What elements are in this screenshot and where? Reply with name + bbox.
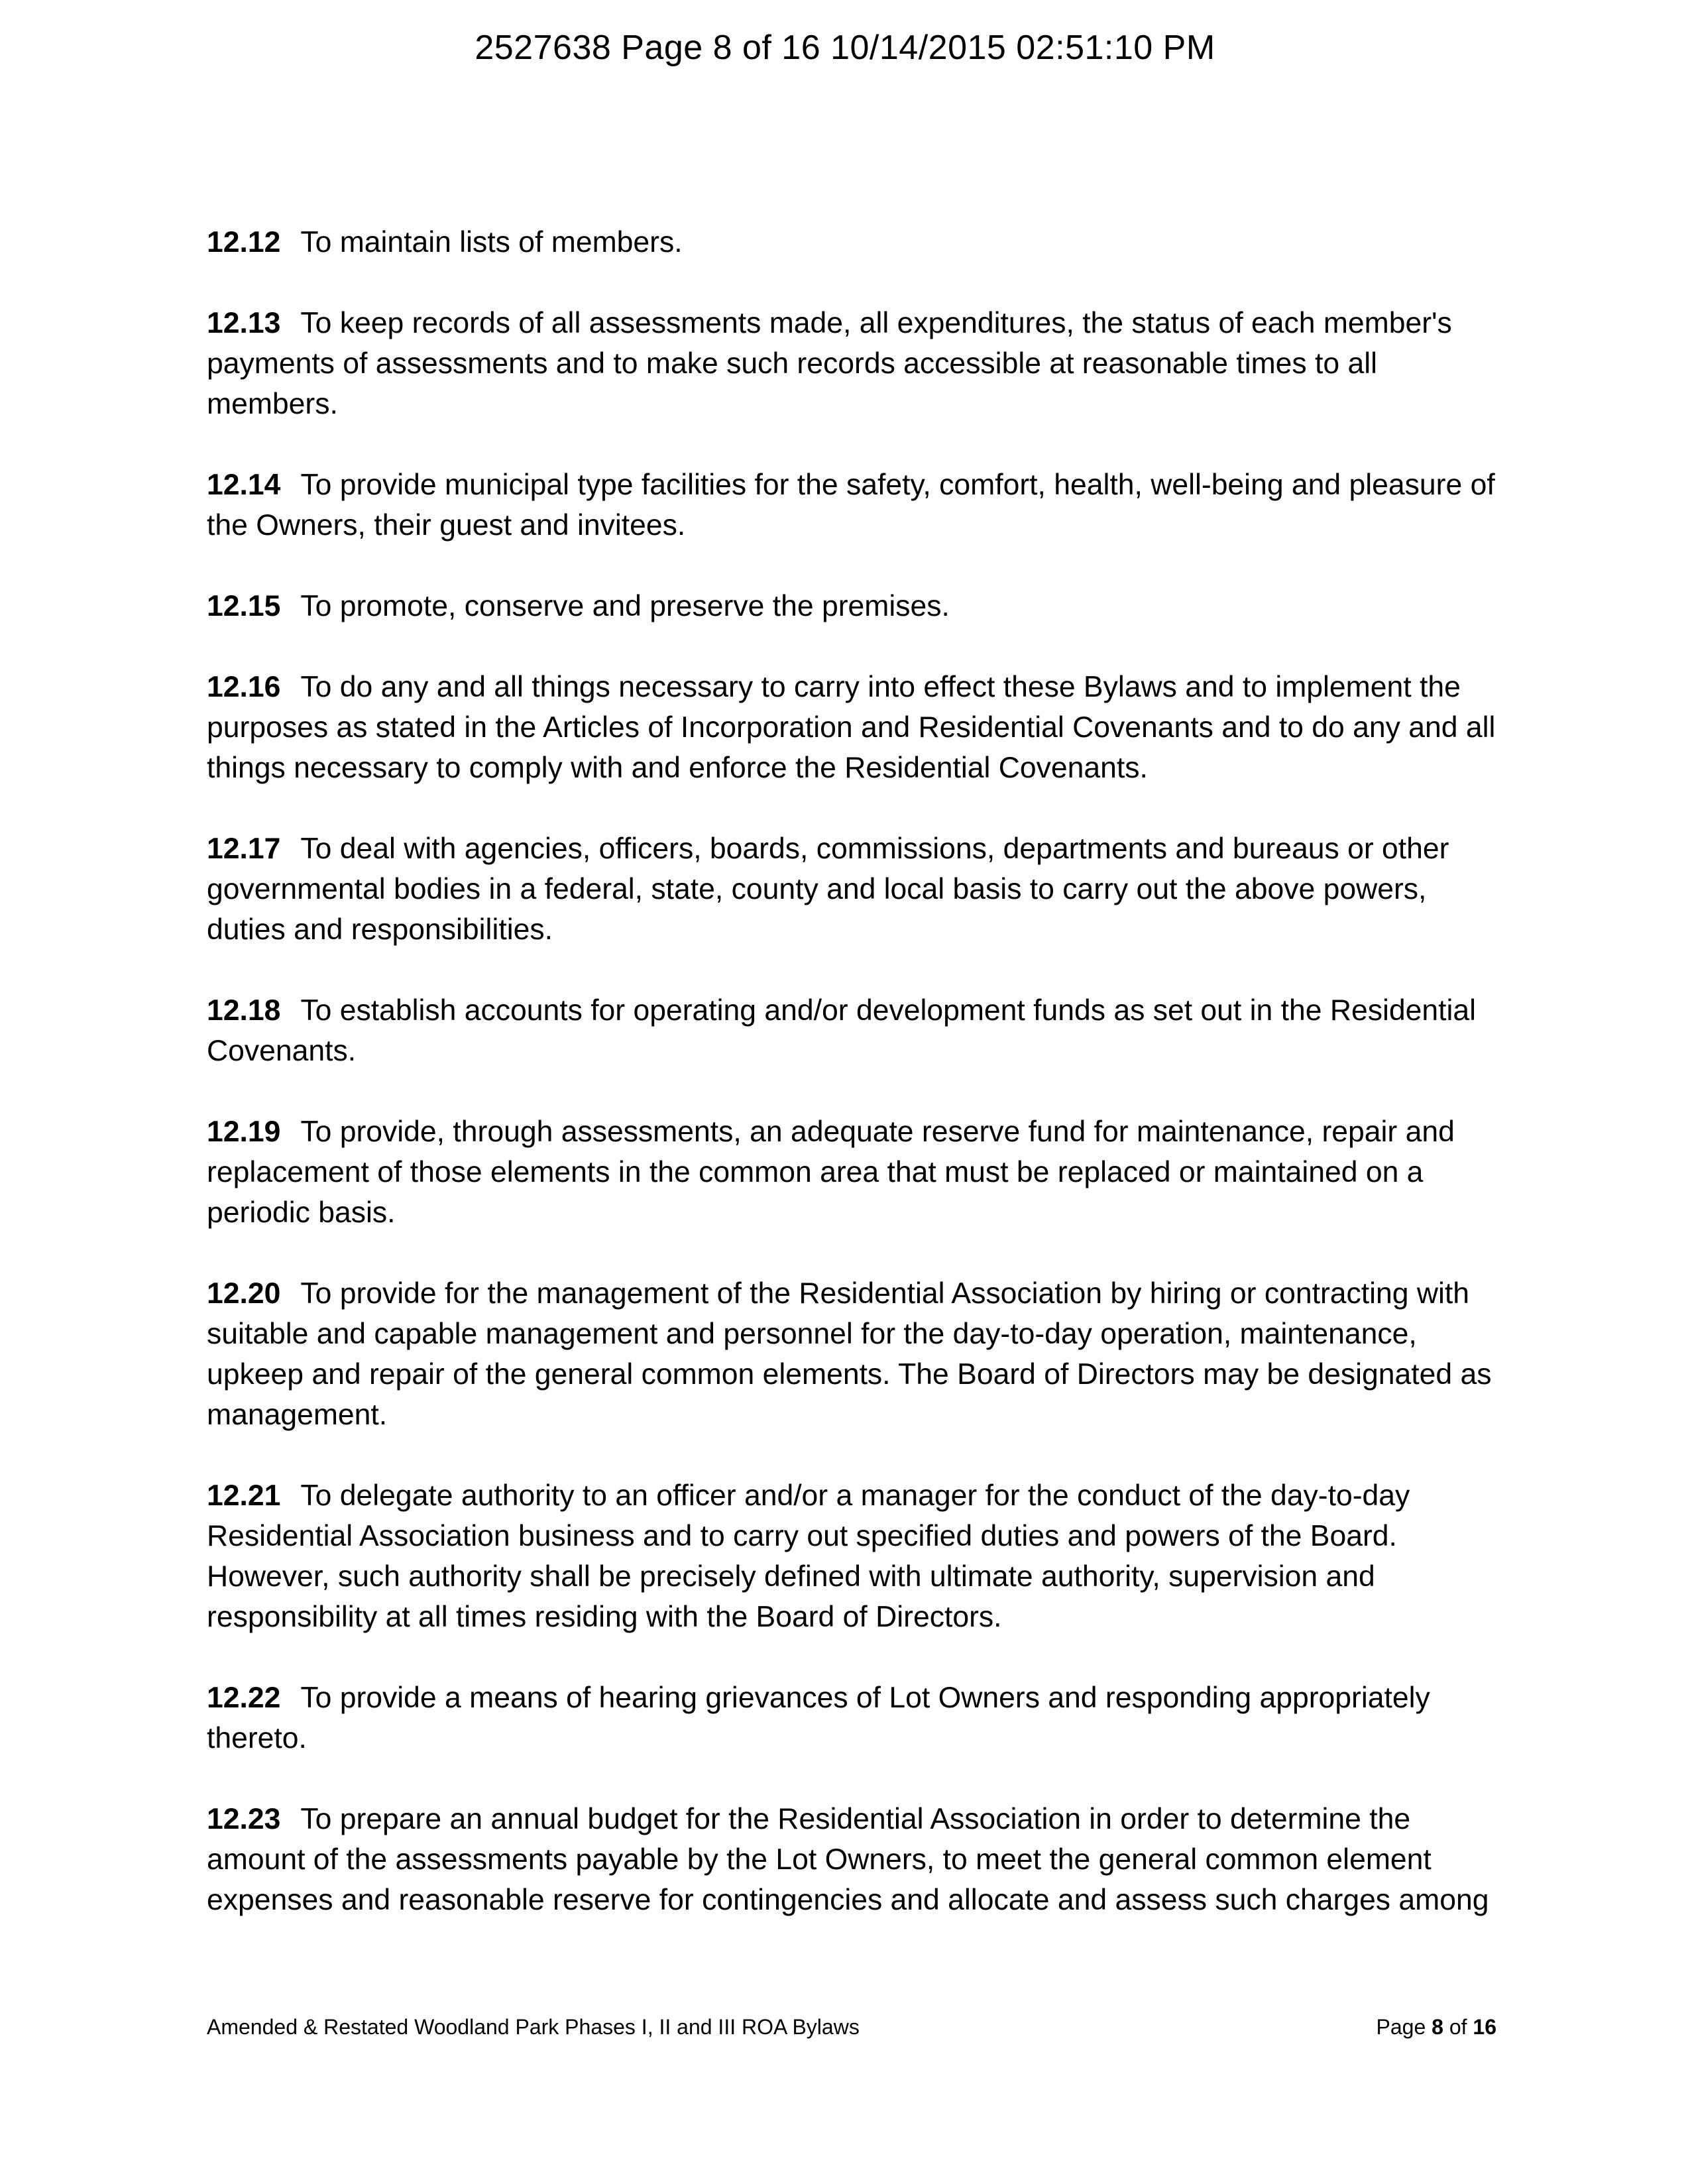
section-text: To establish accounts for operating and/or development funds as set out in the Residential Covenants. bbox=[207, 994, 1477, 1067]
section-text: To delegate authority to an officer and/or a manager for the conduct of the day-to-day Residential Association business and to carry out specified duties and powers of the Board. However, such authority shall be precisely defined with ultimate authority, supervision and responsibility at all times residing with the Board of Directors. bbox=[207, 1479, 1410, 1633]
section-text: To deal with agencies, officers, boards, commissions, departments and bureaus or other governmental bodies in a federal, state, county and local basis to carry out the above powers, duties and responsibilities. bbox=[207, 833, 1449, 946]
section-12-22 bbox=[207, 1678, 1506, 1758]
document-body bbox=[207, 222, 1506, 1961]
footer-document-title: Amended & Restated Woodland Park Phases I, II and III ROA Bylaws bbox=[207, 2015, 860, 2039]
footer-page-number bbox=[1377, 2014, 1496, 2040]
section-12-16 bbox=[207, 667, 1506, 788]
section-text: To provide for the management of the Residential Association by hiring or contracting with suitable and capable management and personnel for the day-to-day operation, maintenance, upkeep and repair of the general common elements. The Board of Directors may be designated as management. bbox=[207, 1277, 1492, 1431]
section-12-23 bbox=[207, 1799, 1506, 1920]
section-text: To prepare an annual budget for the Residential Association in order to determine the amount of the assessments payable by the Lot Owners, to meet the general common element expenses and reasonable reserve for contingencies and allocate and assess such charges among bbox=[207, 1803, 1489, 1916]
section-number: 12.17 bbox=[207, 833, 281, 865]
section-number: 12.18 bbox=[207, 994, 281, 1027]
section-12-21 bbox=[207, 1475, 1506, 1637]
footer-page-of: of bbox=[1449, 2015, 1467, 2039]
section-12-15 bbox=[207, 586, 1506, 626]
section-12-13 bbox=[207, 303, 1506, 424]
recording-stamp: 2527638 Page 8 of 16 10/14/2015 02:51:10 PM bbox=[475, 29, 1215, 67]
section-number: 12.22 bbox=[207, 1682, 281, 1714]
section-12-12 bbox=[207, 222, 1506, 262]
section-text: To promote, conserve and preserve the premises. bbox=[300, 590, 950, 622]
section-number: 12.16 bbox=[207, 671, 281, 703]
section-number: 12.14 bbox=[207, 469, 281, 501]
section-text: To keep records of all assessments made, all expenditures, the status of each member's payments of assessments and to make such records accessible at reasonable times to all members. bbox=[207, 307, 1452, 420]
section-text: To do any and all things necessary to carry into effect these Bylaws and to implement the purposes as stated in the Articles of Incorporation and Residential Covenants and to do any and all things necessary to comply with and enforce the Residential Covenants. bbox=[207, 671, 1496, 784]
section-number: 12.19 bbox=[207, 1116, 281, 1148]
footer-page-current: 8 bbox=[1432, 2015, 1443, 2039]
section-12-17 bbox=[207, 829, 1506, 950]
section-number: 12.20 bbox=[207, 1277, 281, 1310]
section-text: To maintain lists of members. bbox=[300, 226, 683, 259]
section-12-20 bbox=[207, 1273, 1506, 1435]
section-number: 12.15 bbox=[207, 590, 281, 622]
section-text: To provide a means of hearing grievances of Lot Owners and responding appropriately thereto. bbox=[207, 1682, 1430, 1754]
section-12-18 bbox=[207, 990, 1506, 1071]
footer-page-label: Page bbox=[1376, 2015, 1426, 2039]
section-number: 12.12 bbox=[207, 226, 281, 259]
section-number: 12.21 bbox=[207, 1479, 281, 1512]
footer-page-total: 16 bbox=[1473, 2015, 1496, 2039]
section-number: 12.13 bbox=[207, 307, 281, 339]
section-text: To provide municipal type facilities for the safety, comfort, health, well-being and pleasure of the Owners, their guest and invitees. bbox=[207, 469, 1495, 542]
section-12-14 bbox=[207, 465, 1506, 546]
section-12-19 bbox=[207, 1112, 1506, 1233]
section-text: To provide, through assessments, an adequate reserve fund for maintenance, repair and replacement of those elements in the common area that must be replaced or maintained on a periodic basis. bbox=[207, 1116, 1455, 1229]
section-number: 12.23 bbox=[207, 1803, 281, 1835]
